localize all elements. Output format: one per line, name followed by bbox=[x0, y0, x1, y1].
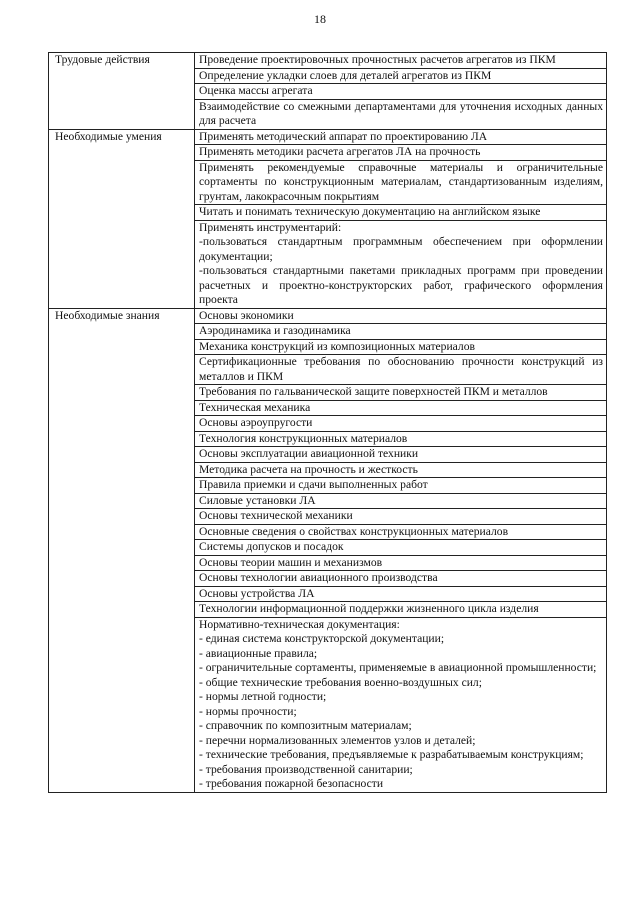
requirement-text: Основы экономики bbox=[199, 308, 294, 322]
requirement-text: Технология конструкционных материалов bbox=[199, 431, 408, 445]
requirement-cell bbox=[195, 53, 607, 69]
requirement-text: - перечни нормализованных элементов узлов и деталей; bbox=[199, 733, 476, 747]
requirement-text: - технические требования, предъявляемые к разрабатываемым конструкциям; bbox=[199, 748, 584, 761]
requirement-cell bbox=[195, 220, 607, 308]
requirement-cell bbox=[195, 205, 607, 221]
requirement-text: Методика расчета на прочность и жесткость bbox=[199, 462, 418, 476]
category-cell-required-skills: Необходимые умения bbox=[49, 129, 195, 308]
table-row bbox=[49, 129, 607, 145]
requirement-text: - требования пожарной безопасности bbox=[199, 777, 384, 790]
requirement-text: Нормативно-техническая документация: bbox=[199, 617, 400, 631]
requirement-cell bbox=[195, 160, 607, 205]
requirement-cell bbox=[195, 493, 607, 509]
requirement-cell bbox=[195, 416, 607, 432]
requirement-text: -пользоваться стандартным программным обеспечением при оформлении документации; bbox=[199, 235, 603, 263]
requirements-table-body bbox=[49, 53, 607, 793]
requirement-cell bbox=[195, 400, 607, 416]
requirement-text: Требования по гальванической защите поверхностей ПКМ и металлов bbox=[199, 385, 548, 398]
requirement-cell bbox=[195, 555, 607, 571]
requirement-cell bbox=[195, 324, 607, 340]
requirement-text: Основные сведения о свойствах конструкционных материалов bbox=[199, 524, 509, 538]
requirement-text: Основы эксплуатации авиационной техники bbox=[199, 447, 419, 460]
requirement-text: Применять методики расчета агрегатов ЛА на прочность bbox=[199, 145, 481, 158]
requirement-cell bbox=[195, 84, 607, 100]
requirement-cell bbox=[195, 571, 607, 587]
requirement-cell bbox=[195, 99, 607, 129]
requirement-text: Системы допусков и посадок bbox=[199, 540, 344, 553]
requirement-text: Основы технологии авиационного производства bbox=[199, 571, 438, 584]
requirement-text: Применять инструментарий: bbox=[199, 220, 342, 234]
requirements-table bbox=[48, 52, 607, 793]
table-row bbox=[49, 308, 607, 324]
requirement-cell bbox=[195, 524, 607, 540]
table-row bbox=[49, 53, 607, 69]
requirement-cell bbox=[195, 431, 607, 447]
requirement-text: Оценка массы агрегата bbox=[199, 84, 313, 97]
requirement-text: -пользоваться стандартными пакетами прикладных программ при проведении расчетных и проектно-конструкторских работ, графического оформления проекта bbox=[199, 264, 603, 306]
requirement-text: - ограничительные сортаменты, применяемые в авиационной промышленности; bbox=[199, 661, 597, 674]
requirement-cell bbox=[195, 586, 607, 602]
requirement-cell bbox=[195, 462, 607, 478]
requirement-cell bbox=[195, 478, 607, 494]
requirement-text: Сертификационные требования по обоснованию прочности конструкций из металлов и ПКМ bbox=[199, 355, 603, 383]
requirement-text: Технологии информационной поддержки жизненного цикла изделия bbox=[199, 602, 539, 615]
requirement-cell bbox=[195, 447, 607, 463]
requirement-text: Взаимодействие со смежными департаментами для уточнения исходных данных для расчета bbox=[199, 99, 603, 127]
requirement-cell bbox=[195, 617, 607, 792]
requirement-text: - авиационные правила; bbox=[199, 646, 318, 660]
requirement-text: - нормы прочности; bbox=[199, 704, 297, 718]
requirement-text: - требования производственной санитарии; bbox=[199, 762, 413, 776]
requirement-cell bbox=[195, 602, 607, 618]
requirement-text: - нормы летной годности; bbox=[199, 690, 327, 703]
requirement-cell bbox=[195, 540, 607, 556]
requirement-text: Техническая механика bbox=[199, 400, 311, 414]
requirement-cell bbox=[195, 339, 607, 355]
requirement-cell bbox=[195, 355, 607, 385]
requirement-text: - справочник по композитным материалам; bbox=[199, 719, 412, 732]
requirement-text: Основы устройства ЛА bbox=[199, 586, 315, 600]
requirement-text: Проведение проектировочных прочностных расчетов агрегатов из ПКМ bbox=[199, 53, 556, 66]
requirement-cell bbox=[195, 145, 607, 161]
requirement-text: - общие технические требования военно-воздушных сил; bbox=[199, 675, 482, 689]
requirement-cell bbox=[195, 129, 607, 145]
requirement-text: Читать и понимать техническую документацию на английском языке bbox=[199, 205, 541, 218]
category-cell-required-knowledge: Необходимые знания bbox=[49, 308, 195, 792]
requirement-cell bbox=[195, 509, 607, 525]
requirement-text: Основы технической механики bbox=[199, 509, 353, 522]
requirement-text: Основы аэроупругости bbox=[199, 416, 313, 429]
requirement-text: Силовые установки ЛА bbox=[199, 493, 316, 507]
requirement-text: Механика конструкций из композиционных материалов bbox=[199, 339, 475, 353]
requirement-cell bbox=[195, 385, 607, 401]
requirement-text: - единая система конструкторской документации; bbox=[199, 632, 445, 645]
requirement-text: Аэродинамика и газодинамика bbox=[199, 324, 351, 337]
requirement-cell bbox=[195, 308, 607, 324]
category-cell-labor-actions: Трудовые действия bbox=[49, 53, 195, 130]
requirement-text: Применять рекомендуемые справочные материалы и ограничительные сортаменты по конструкционным материалам, стандартизованным изделиям, грунтам, лакокрасочным покрытиям bbox=[199, 160, 603, 203]
requirement-text: Применять методический аппарат по проектированию ЛА bbox=[199, 129, 488, 143]
requirement-cell bbox=[195, 68, 607, 84]
requirement-text: Правила приемки и сдачи выполненных работ bbox=[199, 478, 428, 491]
requirement-text: Определение укладки слоев для деталей агрегатов из ПКМ bbox=[199, 68, 492, 82]
requirement-text: Основы теории машин и механизмов bbox=[199, 555, 383, 569]
page-number: 18 bbox=[314, 12, 326, 26]
